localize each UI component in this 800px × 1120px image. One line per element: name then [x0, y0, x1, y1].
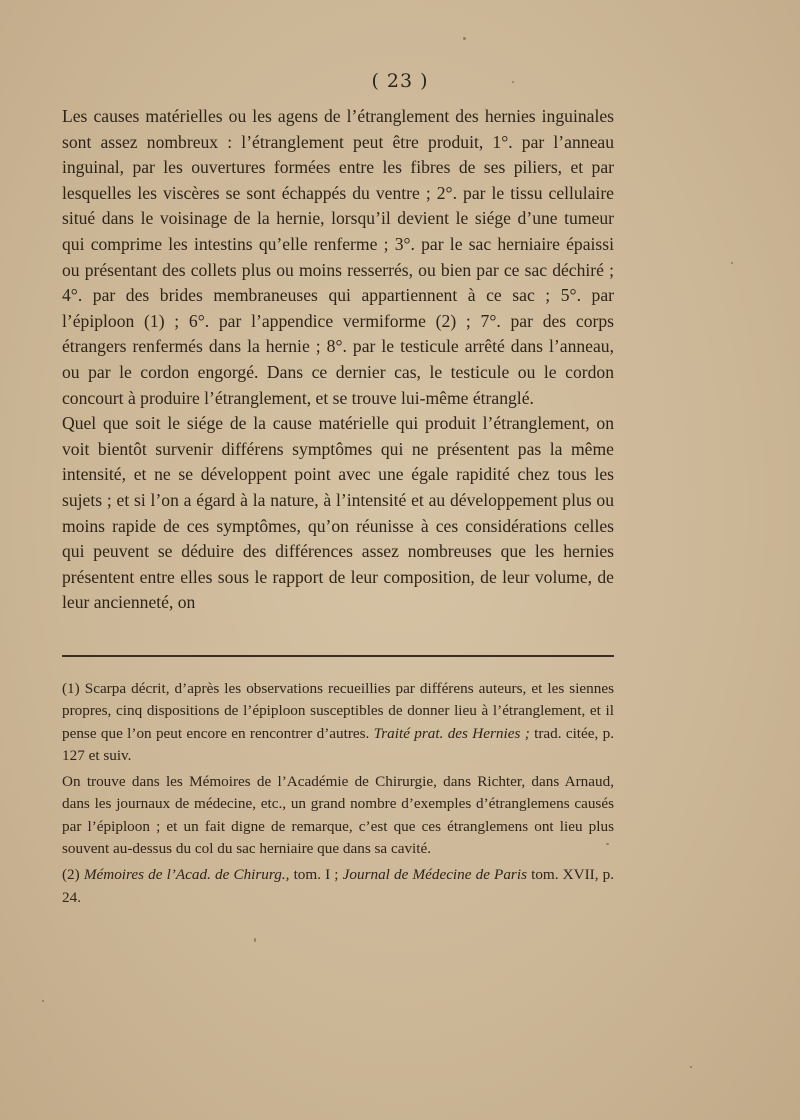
footnote-2-citation: tom. XVII, p. 24.	[62, 866, 615, 906]
footnote-2	[62, 864, 614, 909]
footnote-separator	[62, 655, 614, 657]
paragraph-2: Quel que soit le siége de la cause matérielle qui produit l’étranglement, on voit bientôt survenir différens symptômes qui ne présentent pas la même intensité, et ne se développent point avec une égale rapidité chez tous les sujets ; et si l’on a égard à la nature, à l’intensité et au développement plus ou moins rapide de ces symptômes, qu’on réunisse à ces considérations celles qui peuvent se déduire des différences assez nombreuses que les hernies présentent entre elles sous le rapport de leur composition, de leur volume, de leur ancienneté, on	[62, 413, 614, 613]
main-text	[62, 104, 614, 616]
paragraph-1: Les causes matérielles ou les agens de l’étranglement des hernies inguinales sont assez nombreux : l’étranglement peut être produit, 1°. par l’anneau inguinal, par les ouvertures formées entre les fibres de ses piliers, et par lesquelles les viscères se sont échappés du ventre ; 2°. par le tissu cellulaire situé dans le voisinage de la hernie, lorsqu’il devient le siége d’une tumeur qui comprime les intestins qu’elle renferme ; 3°. par le sac herniaire épaissi ou présentant des collets plus ou moins resserrés, ou bien par ce sac déchiré ; 4°. par des brides membraneuses qui appartiennent à ce sac ; 5°. par l’épiploon (1) ; 6°. par l’appendice vermiforme (2) ; 7°. par des corps étrangers renfermés dans la hernie ; 8°. par le testicule arrêté dans l’anneau, ou par le cordon engorgé. Dans ce dernier cas, le testicule ou le cordon concourt à produire l’étranglement, et se trouve lui-même étranglé.	[62, 106, 614, 408]
footnote-1-text: (1) Scarpa décrit, d’après les observations recueillies par différens auteurs, et les siennes propres, cinq dispositions de l’épiploon susceptibles de donner lieu à l’étranglement, et il pense que l’on peut encore en rencontrer d’autres.	[62, 680, 614, 742]
footnote-1-continuation: On trouve dans les Mémoires de l’Académie de Chirurgie, dans Richter, dans Arnaud, dans les journaux de médecine, etc., un grand nombre d’exemples d’étranglemens causés par l’épiploon ; et un fait digne de remarque, c’est que ces étranglemens ont lieu plus souvent au-dessus du col du sac herniaire que dans sa cavité.	[62, 773, 614, 858]
footnote-2-title-1: Mémoires de l’Acad. de Chirurg.,	[83, 866, 290, 884]
footnotes	[62, 678, 614, 913]
footnote-2-volume: tom. I ;	[293, 866, 339, 884]
footnote-1-title: Traité prat. des Hernies ;	[373, 724, 530, 742]
page-number: ( 23 )	[371, 70, 429, 92]
footnote-2-title-2: Journal de Médecine de Paris	[342, 866, 527, 884]
footnote-2-number: (2)	[62, 866, 80, 884]
footnote-1-citation: trad. citée, p. 127 et suiv.	[62, 724, 615, 764]
footnote-1	[62, 678, 614, 767]
